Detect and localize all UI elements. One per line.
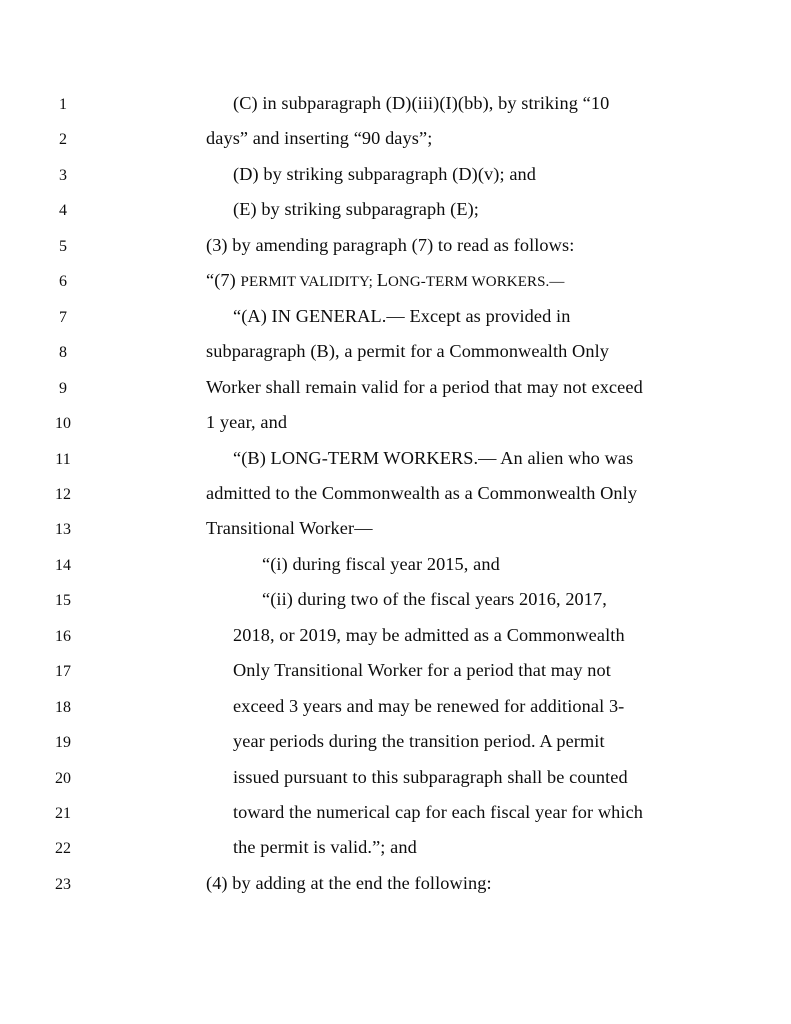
document-line (0, 834, 791, 862)
document-line (0, 125, 791, 153)
document-line (0, 338, 791, 366)
line-number: 2 (59, 131, 67, 149)
line-number: 3 (59, 166, 67, 184)
line-number: 13 (55, 521, 71, 539)
line-text (206, 267, 565, 295)
document-line (0, 303, 791, 331)
line-text: “(B) LONG-TERM WORKERS.— An alien who was (233, 447, 634, 468)
line-text: (D) by striking subparagraph (D)(v); and (233, 163, 537, 184)
line-number: 1 (59, 96, 67, 113)
line-text: Worker shall remain valid for a period that may not exceed (206, 376, 643, 397)
line-number: 6 (59, 273, 67, 291)
line-number: 17 (55, 663, 71, 681)
document-line (0, 693, 791, 721)
line-number: 15 (55, 592, 71, 610)
document-line (0, 728, 791, 756)
line-number: 22 (55, 840, 71, 858)
line-text: days” and inserting “90 days”; (206, 128, 433, 149)
line-text: the permit is valid.”; and (233, 837, 417, 858)
line-text: “(A) IN GENERAL.— Except as provided in (233, 305, 571, 326)
document-line (0, 515, 791, 543)
document-line (0, 764, 791, 792)
line-text: 2018, or 2019, may be admitted as a Commonwealth (233, 624, 625, 645)
line-number: 10 (55, 415, 71, 433)
text-segment: L (376, 270, 388, 291)
line-number: 8 (59, 344, 67, 362)
line-text: 1 year, and (206, 412, 288, 433)
text-segment: “(7) (206, 270, 241, 291)
line-number: 21 (55, 805, 71, 822)
document-line (0, 799, 791, 827)
document-line (0, 870, 791, 898)
line-number: 12 (55, 485, 71, 503)
line-text: Only Transitional Worker for a period that may not (233, 660, 611, 681)
document-line (0, 267, 791, 295)
line-text: (3) by amending paragraph (7) to read as follows: (206, 234, 575, 255)
line-text: Transitional Worker— (206, 518, 373, 539)
line-number: 4 (59, 202, 67, 220)
line-text: exceed 3 years and may be renewed for additional 3- (233, 695, 625, 716)
line-number: 11 (55, 450, 71, 468)
line-number: 14 (55, 556, 71, 574)
line-number: 23 (55, 875, 71, 893)
document-line (0, 196, 791, 224)
line-number: 9 (59, 379, 67, 397)
document-line (0, 480, 791, 508)
line-text: (4) by adding at the end the following: (206, 872, 492, 893)
document-line (0, 161, 791, 189)
line-text: subparagraph (B), a permit for a Commonwealth Only (206, 341, 610, 362)
line-text: year periods during the transition period. A permit (233, 731, 605, 752)
line-number: 5 (59, 237, 67, 255)
document-line (0, 232, 791, 260)
small-caps-segment: ONG-TERM WORKERS.— (387, 274, 565, 291)
document-line (0, 90, 791, 118)
small-caps-segment: PERMIT VALIDITY; (240, 274, 377, 291)
line-text: issued pursuant to this subparagraph shall be counted (233, 766, 628, 787)
line-number: 19 (55, 734, 71, 752)
line-text: admitted to the Commonwealth as a Commonwealth Only (206, 482, 638, 503)
document-line (0, 445, 791, 473)
document-line (0, 657, 791, 685)
document-line (0, 586, 791, 614)
document-line (0, 374, 791, 402)
document-line (0, 551, 791, 579)
line-text: “(ii) during two of the fiscal years 2016, 2017, (262, 589, 607, 610)
line-number: 16 (55, 627, 71, 645)
line-text: “(i) during fiscal year 2015, and (262, 553, 500, 574)
line-text: (C) in subparagraph (D)(iii)(I)(bb), by striking “10 (233, 93, 610, 113)
document-line (0, 409, 791, 437)
line-text: toward the numerical cap for each fiscal year for which (233, 802, 644, 822)
line-number: 20 (55, 769, 71, 787)
line-number: 18 (55, 698, 71, 716)
line-text: (E) by striking subparagraph (E); (233, 199, 479, 220)
line-number: 7 (59, 308, 67, 326)
document-line (0, 622, 791, 650)
